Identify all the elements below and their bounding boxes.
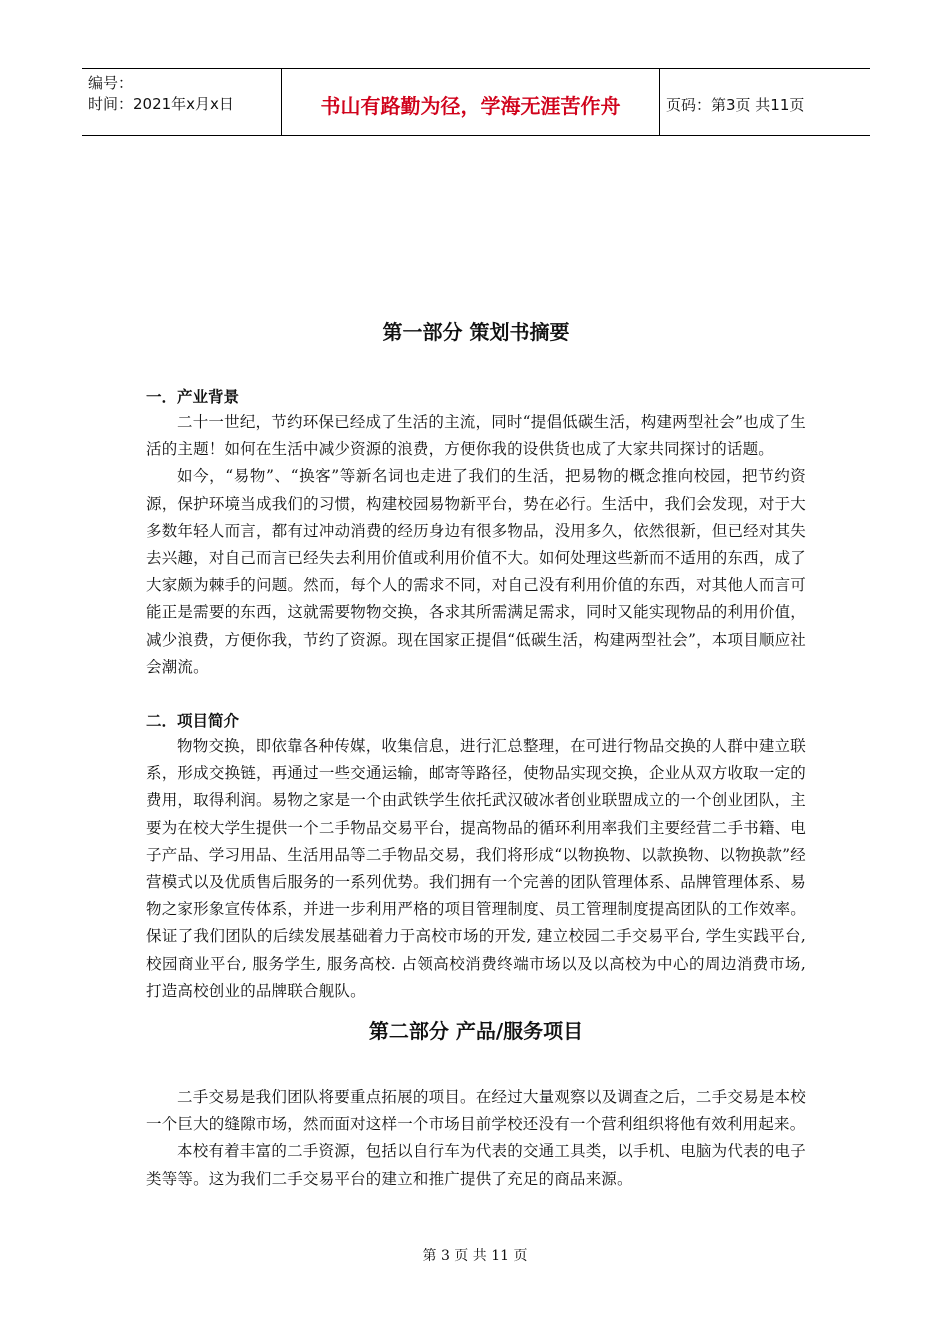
paragraph: 二手交易是我们团队将要重点拓展的项目。在经过大量观察以及调查之后，二手交易是本校一个巨大的缝隙市场，然而面对这样一个市场目前学校还没有一个营利组织将他有效利用起来。 xyxy=(146,1088,806,1134)
header-meta xyxy=(82,69,282,135)
document-time-label: 时间：2021年x月x日 xyxy=(88,95,234,113)
page-header xyxy=(82,68,870,136)
section-project-intro-heading: 二．项目简介 xyxy=(146,712,240,731)
paragraph: 如今，“易物”、“换客”等新名词也走进了我们的生活，把易物的概念推向校园，把节约资源，保护环境当成我们的习惯，构建校园易物新平台，势在必行。生活中，我们会发现，对于大多数年轻人而言，都有过冲动消费的经历身边有很多物品，没用多久，依然很新，但已经对其失去兴趣，对自己而言已经失去利用价值或利用价值不大。如何处理这些新而不适用的东西，成了大家颇为棘手的问题。然而，每个人的需求不同，对自己没有利用价值的东西，对其他人而言可能正是需要的东西，这就需要物物交换，各求其所需满足需求，同时又能实现物品的利用价值，减少浪费，方便你我，节约了资源。现在国家正提倡“低碳生活，构建两型社会”，本项目顺应社会潮流。 xyxy=(146,467,806,676)
part1-title: 第一部分 策划书摘要 xyxy=(382,320,570,344)
part2-title: 第二部分 产品/服务项目 xyxy=(368,1019,584,1044)
page-footer: 第 3 页 共 11 页 xyxy=(422,1248,528,1264)
header-page-info: 页码：第3页 共11页 xyxy=(666,95,805,114)
section-industry-background-heading: 一．产业背景 xyxy=(146,388,240,406)
paragraph: 物物交换，即依靠各种传媒，收集信息，进行汇总整理，在可进行物品交换的人群中建立联系，形成交换链，再通过一些交通运输，邮寄等路径，使物品实现交换，企业从双方收取一定的费用，取得利润。易物之家是一个由武铁学生依托武汉破冰者创业联盟成立的一个创业团队，主要为在校大学生提供一个二手物品交易平台，提高物品的循环利用率我们主要经营二手书籍、电子产品、学习用品、生活用品等二手物品交易，我们将形成“以物换物、以款换物、以物换款”经营模式以及优质售后服务的一系列优势。我们拥有一个完善的团队管理体系、品牌管理体系、易物之家形象宣传体系，并进一步利用严格的项目管理制度、员工管理制度提高团队的工作效率。保证了我们团队的后续发展基础着力于高校市场的开发, 建立校园二手交易平台, 学生实践平台, 校园商业平台, 服务学生, 服务高校. 占领高校消费终端市场以及以高校为中心的周边消费市场, 打造高校创业的品牌联合舰队。 xyxy=(146,737,806,1000)
document-number-label: 编号： xyxy=(88,74,134,92)
paragraph: 二十一世纪，节约环保已经成了生活的主流，同时“提倡低碳生活，构建两型社会”也成了生活的主题！如何在生活中减少资源的浪费，方便你我的设供货也成了大家共同探讨的话题。 xyxy=(146,413,806,459)
document-body xyxy=(146,316,806,1193)
paragraph: 本校有着丰富的二手资源，包括以自行车为代表的交通工具类，以手机、电脑为代表的电子类等等。这为我们二手交易平台的建立和推广提供了充足的商品来源。 xyxy=(146,1142,806,1188)
header-motto: 书山有路勤为径，学海无涯苦作舟 xyxy=(282,69,660,135)
